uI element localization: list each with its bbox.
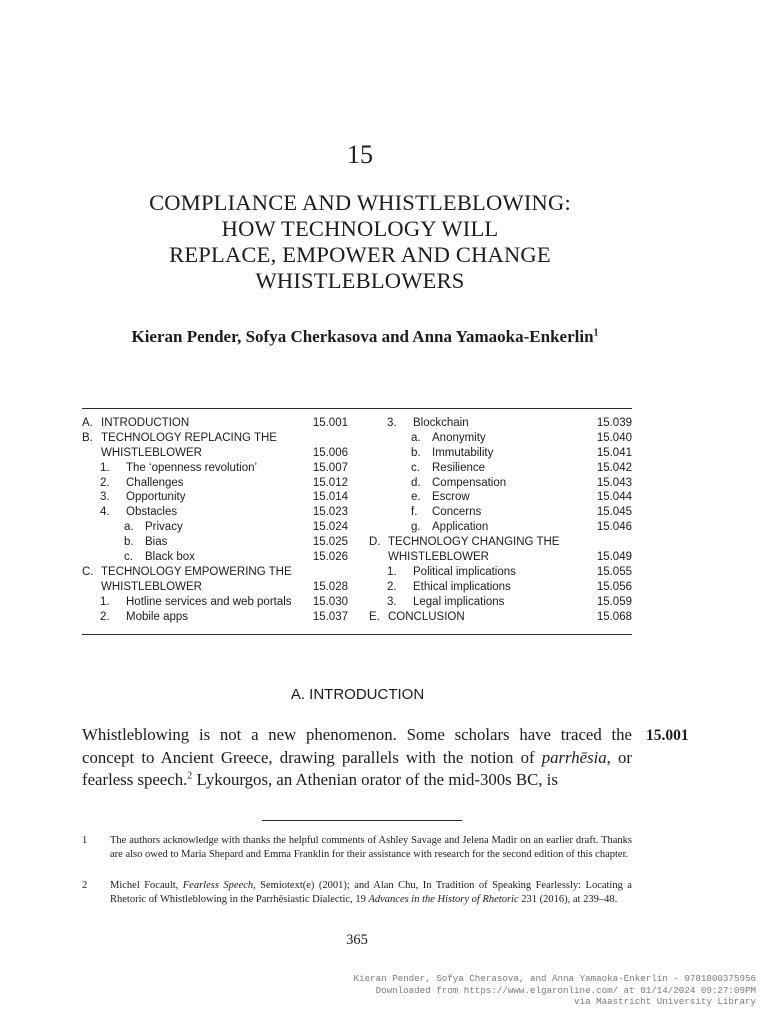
toc-entry[interactable] bbox=[369, 431, 632, 446]
toc-entry-label: The ‘openness revolution’ bbox=[126, 461, 258, 474]
toc-entry-paragraph-number: 15.028 bbox=[312, 580, 348, 593]
toc-entry-marker: B. bbox=[82, 431, 93, 444]
toc-entry[interactable] bbox=[369, 550, 632, 565]
toc-entry-marker: C. bbox=[82, 565, 94, 578]
toc-entry-marker: 3. bbox=[387, 595, 397, 608]
authors-names: Kieran Pender, Sofya Cherkasova and Anna Yamaoka-Enkerlin bbox=[131, 327, 594, 346]
chapter-title bbox=[70, 190, 650, 294]
toc-entry[interactable] bbox=[369, 505, 632, 520]
toc-entry-label: INTRODUCTION bbox=[101, 417, 190, 429]
paragraph-term: parrhēsia bbox=[541, 747, 607, 767]
toc-entry[interactable] bbox=[369, 520, 632, 535]
toc-entry-paragraph-number: 15.007 bbox=[312, 461, 348, 474]
chapter-number: 15 bbox=[347, 140, 373, 169]
toc-entry-paragraph-number: 15.030 bbox=[312, 595, 348, 608]
paragraph-text: , or fearless speech. bbox=[82, 747, 633, 789]
toc-entry-label: Immutability bbox=[432, 446, 494, 459]
footnote-separator bbox=[262, 820, 462, 821]
toc-entry-marker: d. bbox=[411, 476, 421, 489]
toc-entry-label: Opportunity bbox=[126, 491, 186, 504]
toc-entry-paragraph-number: 15.012 bbox=[312, 476, 348, 489]
toc-entry-paragraph-number: 15.042 bbox=[596, 461, 632, 474]
toc-entry[interactable] bbox=[369, 595, 632, 610]
toc-entry-marker: c. bbox=[124, 551, 133, 564]
toc-entry-paragraph-number: 15.046 bbox=[596, 521, 632, 534]
toc-entry-paragraph-number: 15.068 bbox=[596, 610, 632, 623]
footnote-1 bbox=[82, 834, 632, 861]
toc-entry[interactable] bbox=[82, 520, 348, 535]
toc-entry-marker: b. bbox=[411, 446, 421, 459]
toc-entry[interactable] bbox=[82, 431, 348, 446]
toc-entry-marker: 2. bbox=[387, 580, 397, 593]
toc-entry[interactable] bbox=[82, 416, 348, 431]
paragraph-text: Whistleblowing is not a new phenomenon. Some scholars have traced the concept to Ancient Greece, drawing parallels with the notion of bbox=[82, 725, 632, 767]
toc-right-column bbox=[369, 416, 632, 624]
toc-entry-marker: 3. bbox=[387, 417, 397, 429]
chapter-authors bbox=[0, 327, 730, 347]
toc-entry-paragraph-number: 15.001 bbox=[312, 417, 348, 429]
toc-entry-label: Ethical implications bbox=[413, 580, 511, 593]
toc-entry-label: TECHNOLOGY EMPOWERING THE bbox=[101, 565, 292, 578]
toc-entry-marker: a. bbox=[411, 431, 421, 444]
chapter-title-line: HOW TECHNOLOGY WILL bbox=[221, 216, 499, 241]
toc-entry[interactable] bbox=[369, 610, 632, 625]
toc-entry[interactable] bbox=[82, 461, 348, 476]
toc-entry-marker: g. bbox=[411, 521, 421, 534]
page-number: 365 bbox=[346, 932, 368, 948]
toc-entry-marker: 1. bbox=[100, 461, 110, 474]
toc-entry-paragraph-number: 15.043 bbox=[596, 476, 632, 489]
toc-entry-label: Privacy bbox=[145, 521, 183, 534]
toc-entry-marker: c. bbox=[411, 461, 420, 474]
toc-entry-label: Blockchain bbox=[413, 417, 469, 429]
download-stamp-line[interactable]: Downloaded from https://www.elgaronline.com/ at 01/14/2024 09:27:09PM bbox=[375, 984, 756, 996]
toc-entry-paragraph-number: 15.040 bbox=[596, 431, 632, 444]
toc-entry-label: Escrow bbox=[432, 491, 470, 504]
toc-entry[interactable] bbox=[82, 550, 348, 565]
paragraph-text: Lykourgos, an Athenian orator of the mid-300s BC, is bbox=[192, 770, 558, 789]
toc-entry[interactable] bbox=[369, 580, 632, 595]
toc-entry-marker: 3. bbox=[100, 491, 110, 504]
toc-bottom-rule bbox=[82, 634, 632, 635]
toc-entry-paragraph-number: 15.045 bbox=[596, 506, 632, 519]
toc-entry-marker: E. bbox=[369, 610, 380, 623]
toc-entry-marker: 1. bbox=[100, 595, 110, 608]
toc-entry-label: Obstacles bbox=[126, 506, 178, 519]
authors-footnote-ref[interactable]: 1 bbox=[593, 327, 599, 339]
toc-top-rule bbox=[82, 408, 632, 409]
download-stamp-line: Kieran Pender, Sofya Cherasova, and Anna Yamaoka-Enkerlin - 9781800375956 bbox=[353, 973, 756, 984]
toc-entry-marker: 2. bbox=[100, 476, 110, 489]
toc-entry[interactable] bbox=[369, 565, 632, 580]
toc-entry-marker: 1. bbox=[387, 565, 397, 578]
toc-entry-paragraph-number: 15.026 bbox=[312, 551, 348, 564]
toc-entry[interactable] bbox=[82, 505, 348, 520]
toc-entry-label: Political implications bbox=[413, 565, 516, 578]
toc-entry-label: WHISTLEBLOWER bbox=[101, 446, 202, 459]
toc-entry[interactable] bbox=[82, 535, 348, 550]
toc-entry-marker: e. bbox=[411, 491, 421, 504]
download-stamp bbox=[236, 973, 756, 1008]
body-paragraph bbox=[82, 724, 632, 792]
footnote-mark: 2 bbox=[82, 880, 88, 891]
chapter-title-line: COMPLIANCE AND WHISTLEBLOWING: bbox=[149, 190, 571, 215]
toc-entry-paragraph-number: 15.006 bbox=[312, 446, 348, 459]
toc-entry-paragraph-number: 15.049 bbox=[596, 551, 632, 564]
toc-entry-label: TECHNOLOGY CHANGING THE bbox=[388, 536, 560, 549]
toc-entry-paragraph-number: 15.014 bbox=[312, 491, 348, 504]
footnote-text-part: , Semiotext(e) (2001); and Alan Chu, In Tradition of Speaking Fearlessly: Locating a Rhetoric of Whistleblowing in the Parrhēsiastic Dialectic, 19 bbox=[110, 880, 632, 905]
footnote-journal: Advances in the History of Rhetoric bbox=[368, 893, 519, 905]
toc-entry[interactable] bbox=[82, 476, 348, 491]
paragraph-number: 15.001 bbox=[646, 727, 689, 744]
chapter-title-line: REPLACE, EMPOWER AND CHANGE bbox=[169, 242, 551, 267]
toc-entry-label: Anonymity bbox=[432, 431, 486, 444]
toc-entry[interactable] bbox=[82, 595, 348, 610]
toc-entry[interactable] bbox=[369, 476, 632, 491]
download-stamp-line: via Maastricht University Library bbox=[574, 996, 756, 1007]
toc-entry-label: WHISTLEBLOWER bbox=[388, 551, 489, 564]
toc-entry-marker: 4. bbox=[100, 506, 110, 519]
toc-entry-marker: A. bbox=[82, 417, 93, 429]
section-heading: A. INTRODUCTION bbox=[290, 686, 425, 703]
footnote-title: Fearless Speech bbox=[182, 880, 254, 891]
toc-entry-label: WHISTLEBLOWER bbox=[101, 580, 202, 593]
toc-entry[interactable] bbox=[82, 446, 348, 461]
toc-entry-label: CONCLUSION bbox=[388, 610, 465, 623]
toc-entry-label: Resilience bbox=[432, 461, 486, 474]
toc-entry-paragraph-number: 15.024 bbox=[312, 521, 348, 534]
chapter-title-line: WHISTLEBLOWERS bbox=[255, 268, 465, 293]
toc-entry-label: Legal implications bbox=[413, 595, 505, 608]
toc-entry-paragraph-number: 15.044 bbox=[596, 491, 632, 504]
footnote-text: The authors acknowledge with thanks the helpful comments of Ashley Savage and Jelena Madir on an earlier draft. Thanks are also owed to Maria Shepard and Emma Franklin for their assistance with research for the second edition of this chapter. bbox=[110, 835, 632, 860]
toc-entry-marker: D. bbox=[369, 536, 381, 549]
toc-entry[interactable] bbox=[82, 490, 348, 505]
toc-left-column bbox=[82, 416, 348, 624]
toc-entry[interactable] bbox=[369, 490, 632, 505]
toc-entry-paragraph-number: 15.039 bbox=[596, 417, 632, 429]
toc-entry[interactable] bbox=[82, 565, 348, 580]
toc-entry[interactable] bbox=[82, 580, 348, 595]
toc-entry-marker: 2. bbox=[100, 610, 110, 623]
toc-entry-label: Bias bbox=[145, 536, 168, 549]
footnote-text bbox=[110, 879, 632, 906]
footnote-mark: 1 bbox=[82, 835, 88, 846]
toc-entry[interactable] bbox=[369, 461, 632, 476]
toc-entry-paragraph-number: 15.059 bbox=[596, 595, 632, 608]
footnote-2 bbox=[82, 879, 632, 906]
footnote-text-part: Michel Focault, bbox=[110, 880, 183, 891]
toc-entry-label: TECHNOLOGY REPLACING THE bbox=[101, 431, 277, 444]
toc-entry-label: Mobile apps bbox=[126, 610, 189, 623]
toc-entry-paragraph-number: 15.055 bbox=[596, 565, 632, 578]
toc-entry-label: Black box bbox=[145, 551, 195, 564]
toc-entry-label: Challenges bbox=[126, 476, 184, 489]
toc-entry-marker: f. bbox=[411, 506, 418, 519]
toc-entry-label: Compensation bbox=[432, 476, 507, 489]
toc-entry[interactable] bbox=[369, 416, 632, 431]
toc-entry-paragraph-number: 15.023 bbox=[312, 506, 348, 519]
toc-entry-marker: b. bbox=[124, 536, 134, 549]
toc-entry-paragraph-number: 15.041 bbox=[596, 446, 632, 459]
toc-entry-paragraph-number: 15.056 bbox=[596, 580, 632, 593]
footnote-text-part: 231 (2016), at 239–48. bbox=[518, 893, 618, 905]
toc-entry-paragraph-number: 15.025 bbox=[312, 536, 348, 549]
toc-entry-label: Concerns bbox=[432, 506, 482, 519]
toc-entry-marker: a. bbox=[124, 521, 134, 534]
toc-entry-paragraph-number: 15.037 bbox=[312, 610, 348, 623]
footnote-ref[interactable]: 2 bbox=[187, 770, 193, 782]
toc-entry-label: Application bbox=[432, 521, 489, 534]
toc-entry-label: Hotline services and web portals bbox=[126, 595, 292, 608]
toc-entry[interactable] bbox=[82, 610, 348, 625]
toc-entry[interactable] bbox=[369, 535, 632, 550]
toc-entry[interactable] bbox=[369, 446, 632, 461]
